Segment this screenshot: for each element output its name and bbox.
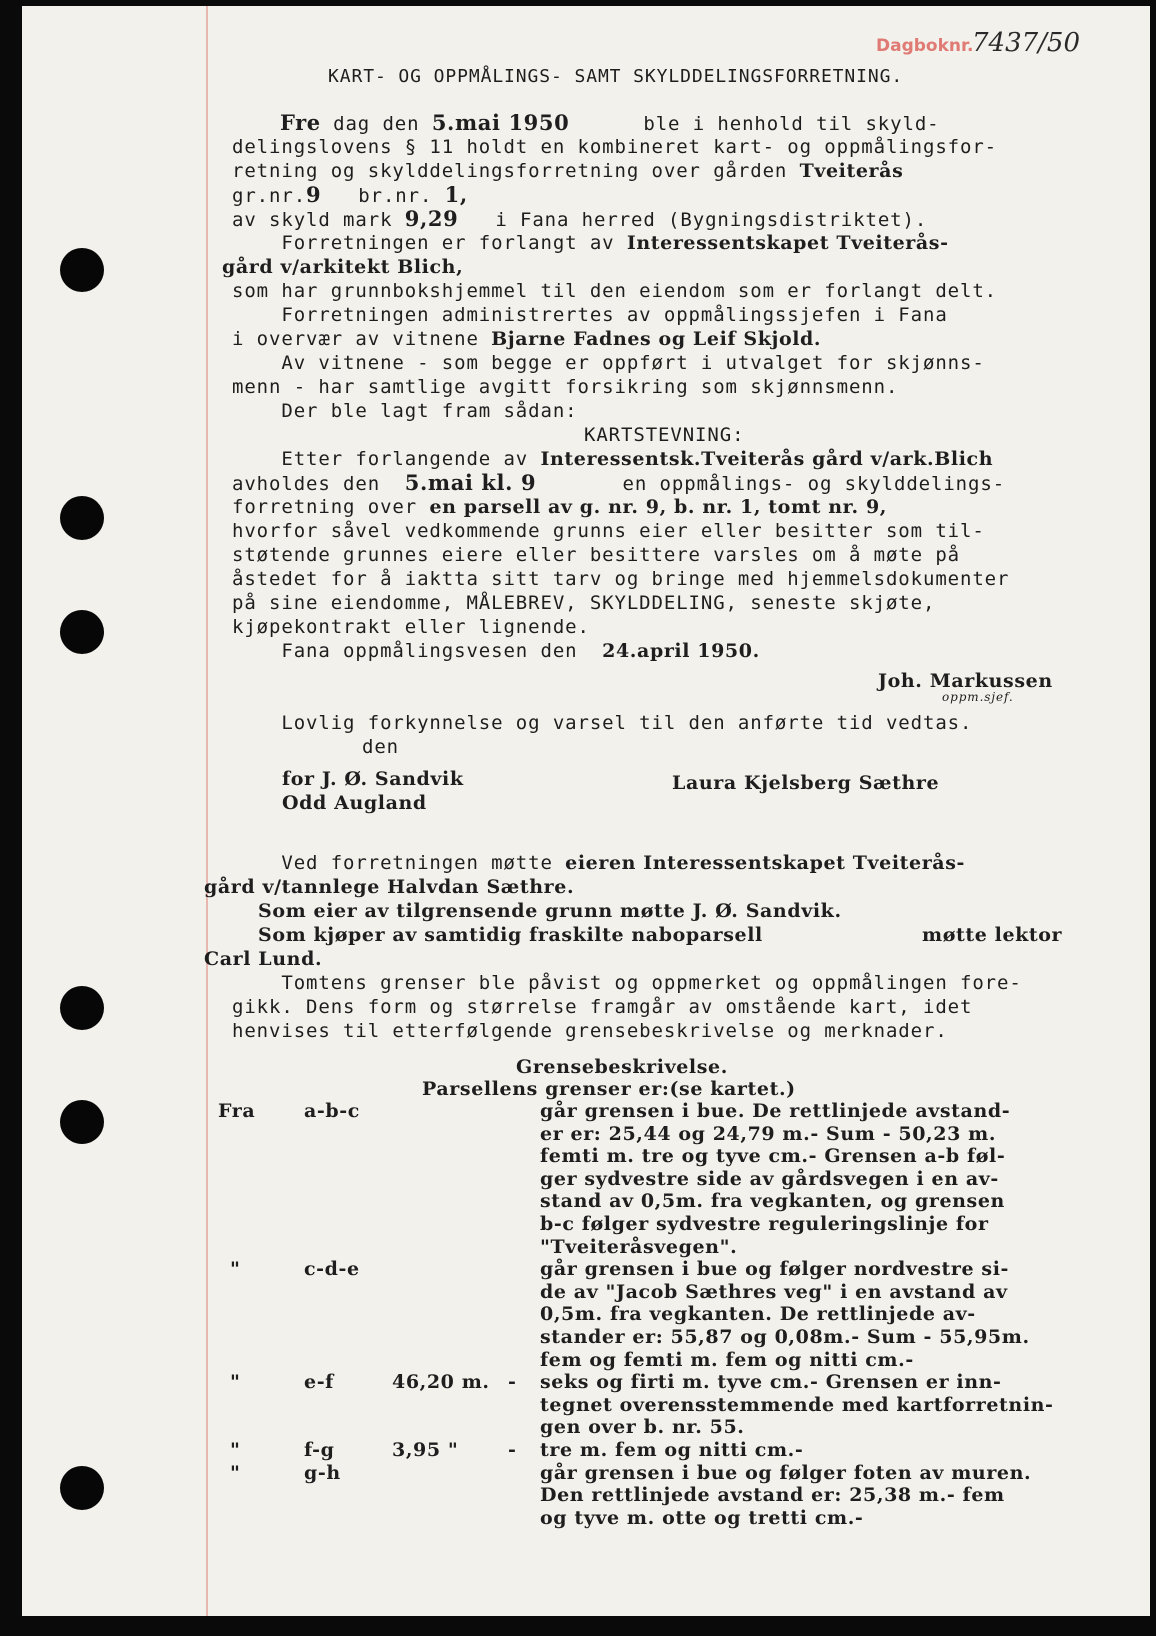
boundary-description-line: "Tveiteråsvegen". <box>540 1235 738 1258</box>
boundary-distance: 3,95 " <box>392 1439 459 1461</box>
kartstevning-line-5: støtende grunnes eiere eller besittere varsles om å møte på <box>232 544 960 566</box>
boundary-description-line: fem og femti m. fem og nitti cm.- <box>540 1348 914 1371</box>
punch-hole <box>60 1466 104 1510</box>
kartstevning-line-7: på sine eiendomme, MÅLEBREV, SKYLDDELING, seneste skjøte, <box>232 592 936 614</box>
intro-line-1: Fre dag den 5.mai 1950 ble i henhold til skyld- <box>280 110 940 135</box>
boundary-description-line: ger sydvestre side av gårdsvegen i en av- <box>540 1167 999 1190</box>
boundary-description-line: de av "Jacob Sæthres veg" i en avstand av <box>540 1280 1008 1303</box>
punch-hole <box>60 248 104 292</box>
intro-line-13: Der ble lagt fram sådan: <box>232 400 578 422</box>
boundary-description-line: stander er: 55,87 og 0,08m.- Sum - 55,95m. <box>540 1326 1030 1348</box>
intro-line-11: Av vitnene - som begge er oppført i utvalget for skjønns- <box>232 352 985 374</box>
motte-line-2: gård v/tannlege Halvdan Sæthre. <box>204 876 575 898</box>
kartstevning-line-8: kjøpekontrakt eller lignende. <box>232 616 590 638</box>
boundary-distance: 46,20 m. <box>392 1371 490 1394</box>
boundary-description-line: Den rettlinjede avstand er: 25,38 m.- fem <box>540 1484 1005 1507</box>
boundary-description-line: femti m. tre og tyve cm.- Grensen a-b føl- <box>540 1145 1006 1168</box>
intro-line-10: i overvær av vitnene Bjarne Fadnes og Leif Skjold. <box>232 328 822 350</box>
boundary-code: a-b-c <box>304 1100 360 1122</box>
intro-line-7: gård v/arkitekt Blich, <box>222 256 464 278</box>
punch-hole <box>60 496 104 540</box>
boundary-description-line: tre m. fem og nitti cm.- <box>540 1439 804 1461</box>
intro-line-6: Forretningen er forlangt av Interessentskapet Tveiterås- <box>232 232 949 254</box>
boundary-code: f-g <box>304 1439 335 1461</box>
document-page <box>22 6 1150 1616</box>
motte-line-1: Ved forretningen møtte eieren Interessentskapet Tveiterås- <box>232 852 966 874</box>
kartstevning-line-4: hvorfor såvel vedkommende grunns eier eller besitter som til- <box>232 520 985 542</box>
grense-heading: Grensebeskrivelse. <box>516 1056 728 1078</box>
tomtens-line-2: gikk. Dens form og størrelse framgår av omstående kart, idet <box>232 996 973 1018</box>
boundary-dash: - <box>508 1439 517 1461</box>
boundary-prefix: " <box>230 1461 241 1484</box>
boundary-description-line: går grensen i bue og følger nordvestre si- <box>540 1258 1009 1281</box>
intro-line-4: gr.nr.9 br.nr. 1, <box>232 182 468 207</box>
margin-rule <box>206 6 208 1616</box>
intro-line-9: Forretningen administrertes av oppmålingssjefen i Fana <box>232 304 948 326</box>
boundary-prefix: " <box>230 1371 241 1394</box>
forkynnelse-line-1: Lovlig forkynnelse og varsel til den anførte tid vedtas. <box>232 712 973 734</box>
boundary-dash: - <box>508 1371 517 1394</box>
kartstevning-line-1: Etter forlangende av Interessentsk.Tveiterås gård v/ark.Blich <box>232 448 994 470</box>
punch-hole <box>60 986 104 1030</box>
signer-title: oppm.sjef. <box>942 690 1014 704</box>
boundary-description-line: 0,5m. fra vegkanten. De rettlinjede av- <box>540 1303 976 1326</box>
intro-line-8: som har grunnbokshjemmel til den eiendom som er forlangt delt. <box>232 280 998 302</box>
boundary-prefix: " <box>230 1258 241 1281</box>
punch-hole <box>60 1100 104 1144</box>
motte-line-4: Som kjøper av samtidig fraskilte naboparsell møtte lektor <box>258 924 1063 946</box>
tomtens-line-3: henvises til etterfølgende grensebeskrivelse og merknader. <box>232 1020 948 1042</box>
boundary-description-line: går grensen i bue. De rettlinjede avstand- <box>540 1100 1011 1122</box>
boundary-prefix: Fra <box>218 1100 256 1122</box>
boundary-code: c-d-e <box>304 1258 360 1281</box>
signature-augland: Odd Augland <box>282 792 427 814</box>
intro-line-3: retning og skylddelingsforretning over gården Tveiterås <box>232 160 904 182</box>
boundary-description-line: b-c følger sydvestre reguleringslinje for <box>540 1213 989 1235</box>
boundary-description-line: gen over b. nr. 55. <box>540 1416 745 1439</box>
signature-sandvik: for J. Ø. Sandvik <box>282 768 464 790</box>
forkynnelse-line-2: den <box>362 736 400 758</box>
kartstevning-line-3: forretning over en parsell av g. nr. 9, b. nr. 1, tomt nr. 9, <box>232 496 887 518</box>
journal-stamp: Dagboknr. <box>876 36 974 56</box>
kartstevning-line-2: avholdes den 5.mai kl. 9 en oppmålings- og skylddelings- <box>232 470 1006 495</box>
intro-line-5: av skyld mark 9,29 i Fana herred (Bygningsdistriktet). <box>232 206 928 231</box>
boundary-description-line: stand av 0,5m. fra vegkanten, og grensen <box>540 1190 1005 1213</box>
boundary-description-line: går grensen i bue og følger foten av muren. <box>540 1461 1032 1484</box>
kartstevning-heading: KARTSTEVNING: <box>584 424 745 446</box>
motte-line-3: Som eier av tilgrensende grunn møtte J. Ø. Sandvik. <box>258 900 842 922</box>
intro-line-2: delingslovens § 11 holdt en kombineret kart- og oppmålingsfor- <box>232 136 998 158</box>
boundary-description-line: og tyve m. otte og tretti cm.- <box>540 1506 864 1529</box>
document-title: KART- OG OPPMÅLINGS- SAMT SKYLDDELINGSFORRETNING. <box>328 66 904 87</box>
tomtens-line-1: Tomtens grenser ble påvist og oppmerket og oppmålingen fore- <box>232 972 1022 994</box>
boundary-prefix: " <box>230 1439 241 1461</box>
intro-line-12: menn - har samtlige avgitt forsikring som skjønnsmenn. <box>232 376 899 398</box>
punch-hole <box>60 610 104 654</box>
handwritten-number: 7437/50 <box>972 28 1081 58</box>
boundary-description-line: seks og firti m. tyve cm.- Grensen er inn- <box>540 1371 1002 1394</box>
boundary-description-line: er er: 25,44 og 24,79 m.- Sum - 50,23 m. <box>540 1122 997 1145</box>
motte-line-5: Carl Lund. <box>204 948 323 970</box>
boundary-description-line: tegnet overensstemmende med kartforretnin- <box>540 1393 1054 1416</box>
boundary-code: e-f <box>304 1371 334 1394</box>
kartstevning-line-6: åstedet for å iaktta sitt tarv og bringe med hjemmelsdokumenter <box>232 568 1010 590</box>
boundary-code: g-h <box>304 1461 341 1484</box>
kartstevning-line-9: Fana oppmålingsvesen den 24.april 1950. <box>232 640 760 662</box>
signature-saethre: Laura Kjelsberg Sæthre <box>672 772 940 794</box>
signer-name: Joh. Markussen <box>878 670 1053 692</box>
grense-subheading: Parsellens grenser er:(se kartet.) <box>422 1078 796 1100</box>
